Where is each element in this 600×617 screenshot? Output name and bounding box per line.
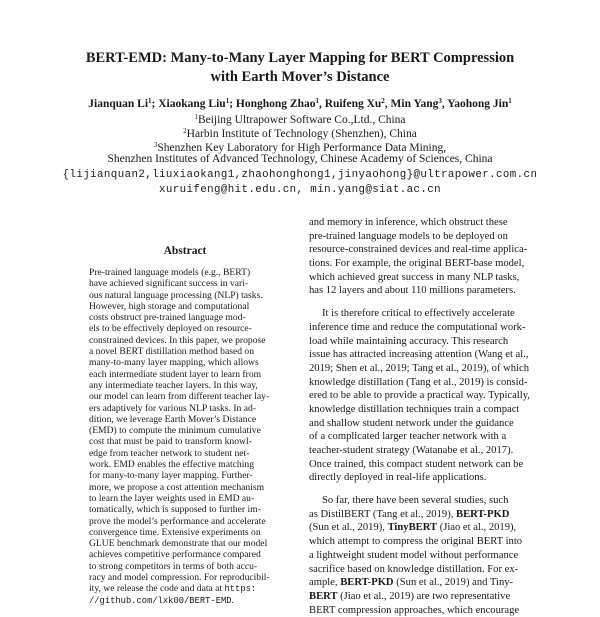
text-line: a lightweight student model without performance xyxy=(309,549,519,561)
abstract-line: edge from teacher network to student net- xyxy=(89,447,250,459)
abstract-line: any intermediate teacher layers. In this way, xyxy=(89,379,258,391)
method-name: BERT xyxy=(309,590,338,602)
text-line: resource-constrained devices and real-time applica- xyxy=(309,244,528,256)
text-line: BERT compression approaches, which encourage xyxy=(309,604,520,616)
abstract-line: ers adaptively for various NLP tasks. In ad- xyxy=(89,402,256,414)
author-affil-mark: 1 xyxy=(148,97,152,105)
text-line: of a complicated larger teacher network with a xyxy=(309,431,507,443)
abstract-line: //github.com/lxk00/BERT-EMD. xyxy=(89,594,234,606)
abstract-line: However, high storage and computational xyxy=(89,300,250,312)
text-line: sacrifice based on knowledge distillation. For ex- xyxy=(309,563,519,575)
text-line: ample, BERT-PKD (Sun et al., 2019) and Tiny- xyxy=(309,577,514,589)
text-line: load while maintaining accuracy. This research xyxy=(309,335,509,347)
affil-mark: 2 xyxy=(183,127,187,135)
affil-text: Shenzhen Key Laboratory for High Performance Data Mining, xyxy=(157,142,447,154)
author-affil-mark: 1 xyxy=(508,97,512,105)
paragraph-1 xyxy=(309,216,533,298)
abstract-line: costs obstruct pre-trained language mod- xyxy=(89,312,246,324)
abstract-line: to strong competitors in terms of both accu- xyxy=(89,560,258,572)
affil-text: Beijing Ultrapower Software Co.,Ltd., China xyxy=(197,114,406,126)
abstract-line: racy and model compression. For reproducibil- xyxy=(89,572,270,584)
abstract-line: (EMD) to compute the minimum cumulative xyxy=(89,425,261,437)
text-line: It is therefore critical to effectively accelerate xyxy=(322,308,515,320)
author-affil-mark: 2 xyxy=(381,97,385,105)
abstract-line: have achieved significant success in vari- xyxy=(89,278,249,290)
abstract-line: Pre-trained language models (e.g., BERT) xyxy=(89,267,251,278)
text-line: pre-trained language models to be deployed on xyxy=(309,230,508,242)
author-name: Jianquan Li xyxy=(88,98,149,110)
text-line: BERT (Jiao et al., 2019) are two representative xyxy=(309,590,511,602)
paragraph-2 xyxy=(309,307,533,485)
abstract-heading: Abstract xyxy=(163,245,207,257)
text-line: teacher-student strategy (Watanabe et al., 2017). xyxy=(309,445,514,456)
title-line-1: BERT-EMD: Many-to-Many Layer Mapping for BERT Compression xyxy=(85,50,515,66)
abstract-body xyxy=(89,267,279,606)
text-line: So far, there have been several studies, such xyxy=(322,495,509,507)
abstract-line: ity, we release the code and data at https: xyxy=(89,583,257,595)
abstract-line: more, we propose a cost attention mechanism xyxy=(89,481,265,493)
right-column-text xyxy=(309,216,533,617)
abstract-line: work. EMD enables the effective matching xyxy=(89,459,254,471)
abstract-line: constrained devices. In this paper, we propose xyxy=(89,334,266,346)
email-line-2: xuruifeng@hit.edu.cn, min.yang@siat.ac.cn xyxy=(158,183,442,196)
email-line-1: {lijianquan2,liuxiaokang1,zhaohonghong1,jinyaohong}@ultrapower.com.cn xyxy=(62,169,538,181)
text-line: as DistilBERT (Tang et al., 2019), BERT-PKD xyxy=(309,508,510,520)
abstract-line: tomatically, which is supposed to further im- xyxy=(89,504,261,516)
abstract-line: ous natural language processing (NLP) tasks. xyxy=(89,289,263,301)
affil-text: Harbin Institute of Technology (Shenzhen), China xyxy=(186,128,417,140)
abstract-line: els to be effectively deployed on resource- xyxy=(89,323,252,335)
email-block xyxy=(20,168,580,197)
author-name: Honghong Zhao xyxy=(235,98,316,110)
affil-text: Shenzhen Institutes of Advanced Technology, Chinese Academy of Sciences, China xyxy=(107,153,493,165)
abstract-line: convergence time. Extensive experiments on xyxy=(89,526,261,538)
text-line: knowledge distillation techniques train a compact xyxy=(309,403,520,415)
text-line: and shallow student network under the guidance xyxy=(309,417,514,429)
code-url-part[interactable]: https: xyxy=(224,584,257,595)
text-line: tions. For example, the original BERT-base model, xyxy=(309,258,525,270)
method-name: BERT-PKD xyxy=(340,577,394,589)
author-affil-mark: 3 xyxy=(438,97,442,105)
text-line: knowledge distillation (Tang et al., 2019) is consid- xyxy=(309,376,528,388)
text-line: inference time and reduce the computational work- xyxy=(309,321,526,333)
abstract-line: cost that must be paid to transform knowl- xyxy=(89,436,252,448)
affil-mark: 1 xyxy=(194,113,198,121)
abstract-line: for many-to-many layer mapping. Further- xyxy=(89,470,253,482)
author-name: Yaohong Jin xyxy=(447,98,509,110)
abstract-line: many-to-many layer mapping, which allows xyxy=(89,357,259,369)
abstract-line: prove the model’s performance and accelerate xyxy=(89,515,266,527)
author-name: Min Yang xyxy=(390,98,439,110)
text-line: (Sun et al., 2019), TinyBERT (Jiao et al., 2019), xyxy=(309,522,517,534)
abstract-line: our model can learn from different teacher lay- xyxy=(89,391,270,403)
text-line: and memory in inference, which obstruct these xyxy=(309,217,508,228)
abstract-line: to learn the layer weights used in EMD au- xyxy=(89,492,255,504)
text-line: which attempt to compress the original BERT into xyxy=(309,536,523,548)
abstract-line: achieves competitive performance compared xyxy=(89,549,261,561)
abstract-line: each intermediate student layer to learn from xyxy=(89,368,262,380)
abstract-line: GLUE benchmark demonstrate that our model xyxy=(89,538,268,550)
text-line: which achieved great success in many NLP tasks, xyxy=(309,271,520,283)
author-affil-mark: 1 xyxy=(225,97,230,105)
abstract-line: dition, we leverage Earth Mover’s Distance xyxy=(89,413,257,425)
method-name: TinyBERT xyxy=(387,522,438,534)
affil-mark: 3 xyxy=(153,141,158,149)
code-url-link[interactable]: //github.com/lxk00/BERT-EMD xyxy=(89,595,232,606)
paragraph-3 xyxy=(309,494,533,617)
paper-title xyxy=(40,49,560,87)
method-name: BERT-PKD xyxy=(456,508,510,520)
affiliation-line xyxy=(20,152,580,166)
text-line: 2019; Shen et al., 2019; Tang et al., 2019), of which xyxy=(309,362,530,374)
text-line: directly deployed in real-life applications. xyxy=(309,472,487,484)
text-line: has 12 layers and about 110 millions parameters. xyxy=(309,285,516,297)
text-line: issue has attracted increasing attention (Wang et al., xyxy=(309,349,529,361)
author-name: Ruifeng Xu xyxy=(324,98,382,110)
text-line: Once trained, this compact student network can be xyxy=(309,458,524,470)
title-line-2: with Earth Mover’s Distance xyxy=(210,69,390,85)
text-line: ered to be able to provide a practical way. Typically, xyxy=(309,390,530,402)
author-list: Jianquan Li$^1$; Xiaokang Liu$^1$; Honghong Zhao$^1$, Ruifeng Xu$^2$, Min Yang$^3$, Yaohong Jin$^1$ xyxy=(88,97,512,110)
abstract-line: a novel BERT distillation method based on xyxy=(89,346,254,358)
author-affil-mark: 1 xyxy=(315,97,319,105)
author-name: Xiaokang Liu xyxy=(158,98,226,110)
